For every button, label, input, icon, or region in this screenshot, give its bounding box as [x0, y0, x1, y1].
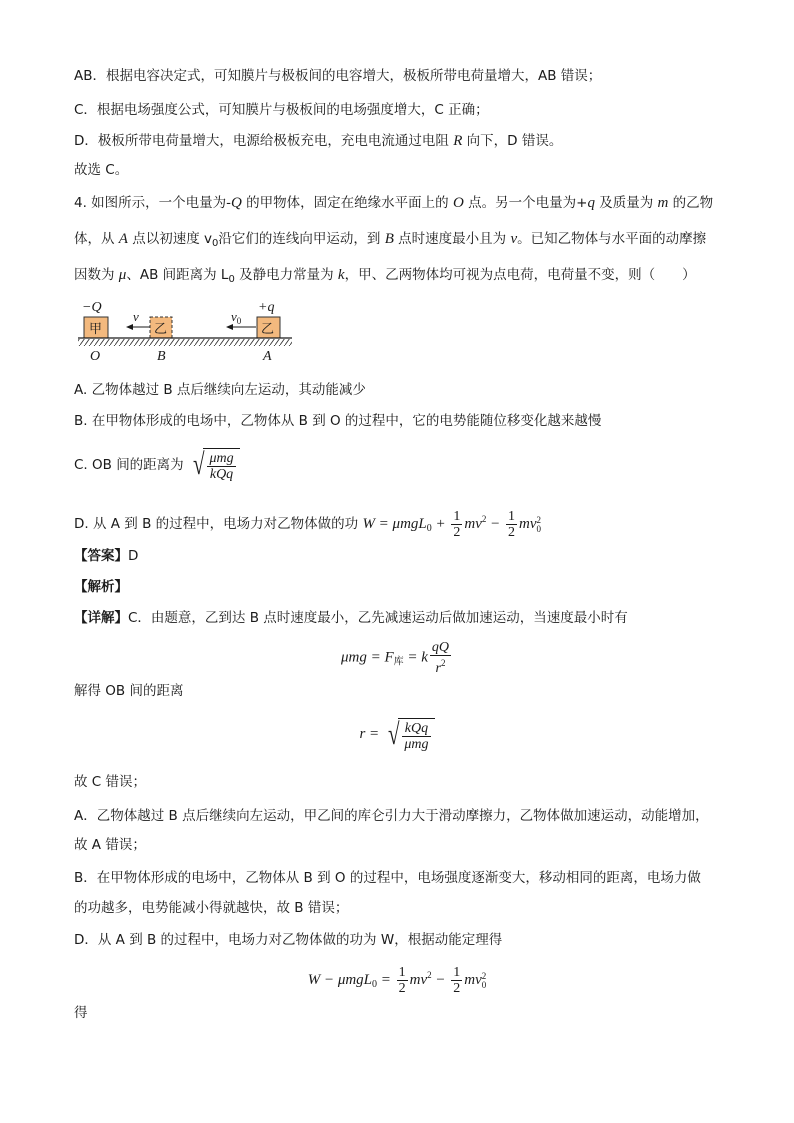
- d-line-1: D．从 A 到 B 的过程中，电场力对乙物体做的功为 W，根据动能定理得: [74, 932, 503, 948]
- a-line-1: A．乙物体越过 B 点后继续向左运动，甲乙间的库仑引力大于滑动摩擦力，乙物体做加速运动，动能增加，: [74, 808, 709, 824]
- d-half-num: 1: [453, 509, 461, 525]
- d-mv02: mv: [519, 516, 537, 532]
- box-yi-dashed-label: 乙: [154, 322, 168, 337]
- analysis-tag: [74, 577, 128, 597]
- label-v0: $v_0$: [231, 309, 242, 326]
- option-a: A. 乙物体越过 B 点后继续向左运动，其动能减少: [74, 382, 366, 398]
- option-c-sqrt: √ $\frac{\text{μmg}}{\text{kQq}}$: [188, 448, 240, 482]
- q-sub: 0: [228, 274, 235, 285]
- eq2-num: kQq: [402, 721, 430, 737]
- option-c-prefix: C. OB 间的距离为: [74, 457, 184, 473]
- box-yi-label: 乙: [261, 322, 275, 337]
- point-O: O: [90, 349, 101, 364]
- q-text: 及静电力常量为: [234, 267, 338, 283]
- option-d-prefix: D. 从 A 到 B 的过程中，电场力对乙物体做的功: [74, 516, 363, 532]
- q-text: 的甲物体，固定在绝缘水平面上的: [241, 195, 453, 211]
- eq1-eq: = k: [403, 649, 428, 666]
- eq1-num: qQ: [431, 640, 450, 655]
- question-line-2: [74, 229, 706, 254]
- analysis-tag-text: 【解析】: [74, 579, 128, 595]
- d-half-den: 2: [453, 525, 461, 541]
- charge-left-label: −Q: [82, 300, 102, 315]
- q-text: 。已知乙物体与水平面的动摩擦: [517, 231, 707, 247]
- option-c-den: kQq: [209, 467, 234, 482]
- q-k: k: [337, 267, 345, 283]
- d-conclusion-pre: D．极板所带电荷量增大，电源给极板充电，充电电流通过电阻: [74, 133, 454, 149]
- q-text: 因数为: [74, 267, 119, 283]
- ground-hatch: [78, 339, 292, 346]
- eq3-minus: −: [431, 972, 450, 988]
- equation-3: W − μmgL$_0$ = $\frac{1}{2}$ $mv^2$ − $\frac{1}{2}$ mv2 0: [307, 965, 487, 997]
- q-O: O: [452, 195, 464, 211]
- q-mu: μ: [118, 267, 127, 283]
- label-v: v: [133, 309, 139, 324]
- q-sub: 0: [212, 238, 219, 249]
- d-conclusion-R: R: [453, 133, 463, 149]
- answer-tag: 【答案】: [74, 548, 128, 564]
- c-conclusion: C．根据电场强度公式，可知膜片与极板间的电场强度增大，C 正确；: [74, 102, 489, 118]
- final-de: 得: [74, 1005, 88, 1021]
- question-line-1: [74, 193, 713, 213]
- eq3-left: W − μmgL: [307, 972, 373, 988]
- detail-line-c: [74, 608, 628, 628]
- option-c: [74, 448, 240, 482]
- ab-conclusion: AB．根据电容决定式，可知膜片与极板间的电容增大，极板所带电荷量增大，AB 错误；: [74, 68, 602, 84]
- q-text: 及质量为: [594, 195, 658, 211]
- charge-right-label: +q: [258, 300, 275, 315]
- a-line-2: 故 A 错误；: [74, 837, 146, 853]
- d-plus: +: [431, 516, 450, 532]
- question-line-3: [74, 265, 696, 290]
- q-q: q: [587, 195, 595, 211]
- arrow-v0-head: [226, 324, 233, 330]
- d-conclusion-post: 向下，D 错误。: [462, 133, 563, 149]
- option-d: [74, 503, 541, 545]
- choose-c: 故选 C。: [74, 162, 129, 178]
- point-A: A: [263, 349, 272, 364]
- box-jia-label: 甲: [89, 322, 103, 337]
- equation-1: [0, 640, 794, 679]
- q-text: 体，从: [74, 231, 119, 247]
- b-line-2: 的功越多，电势能减小得就越快，故 B 错误；: [74, 900, 349, 916]
- q-Q: Q: [231, 195, 242, 211]
- b-line-1: B．在甲物体形成的电场中，乙物体从 B 到 O 的过程中，电场强度逐渐变大，移动相同的距离，电场力做: [74, 870, 701, 886]
- q-text: 点以初速度 v: [127, 231, 213, 247]
- q-text: 沿它们的连线向甲运动，到: [218, 231, 385, 247]
- d-mv2: mv: [464, 516, 482, 532]
- q-text: 点。另一个电量为+: [463, 195, 588, 211]
- solve-ob: 解得 OB 间的距离: [74, 683, 184, 699]
- d-conclusion: [74, 131, 562, 151]
- arrow-v-head: [126, 324, 133, 330]
- q-text: 、AB 间距离为 L: [126, 267, 229, 283]
- q-text: 4. 如图所示，一个电量为-: [74, 195, 232, 211]
- eq1-sub: 库: [393, 656, 404, 668]
- eq1-left: μmg = F: [340, 649, 394, 666]
- eq1-den: $r^2$: [435, 658, 446, 676]
- detail-c-text: C．由题意，乙到达 B 点时速度最小，乙先减速运动后做加速运动，当速度最小时有: [128, 610, 628, 626]
- physics-diagram: [70, 296, 300, 366]
- q-text: 的乙物: [668, 195, 714, 211]
- d-formula-left: W = μmgL: [362, 516, 427, 532]
- answer-line: [74, 546, 138, 566]
- option-c-num: μmg: [209, 451, 234, 466]
- equation-2: r = √ $\frac{\text{kQq}}{\text{μmg}}$: [0, 714, 794, 754]
- q-v: v: [510, 231, 518, 247]
- d-minus: −: [486, 516, 505, 532]
- eq2-left: r =: [359, 726, 383, 742]
- eq2-den: μmg: [404, 736, 429, 752]
- q-m: m: [657, 195, 669, 211]
- q-A: A: [118, 231, 128, 247]
- q-B: B: [384, 231, 394, 247]
- q-text: ，甲、乙两物体均可视为点电荷，电荷量不变，则（ ）: [344, 267, 696, 283]
- q-text: 点时速度最小且为: [393, 231, 511, 247]
- option-b: B. 在甲物体形成的电场中，乙物体从 B 到 O 的过程中，它的电势能随位移变化越来越慢: [74, 413, 602, 429]
- answer-value: D: [128, 548, 139, 564]
- detail-tag: 【详解】: [74, 610, 128, 626]
- eq3-eq: =: [377, 972, 395, 988]
- c-wrong: 故 C 错误；: [74, 774, 147, 790]
- point-B: B: [157, 349, 166, 364]
- option-d-formula: W = μmgL$_0$ + $\frac{1}{2}$ $mv^2$ − $\frac{1}{2}$ mv2 0: [362, 509, 542, 541]
